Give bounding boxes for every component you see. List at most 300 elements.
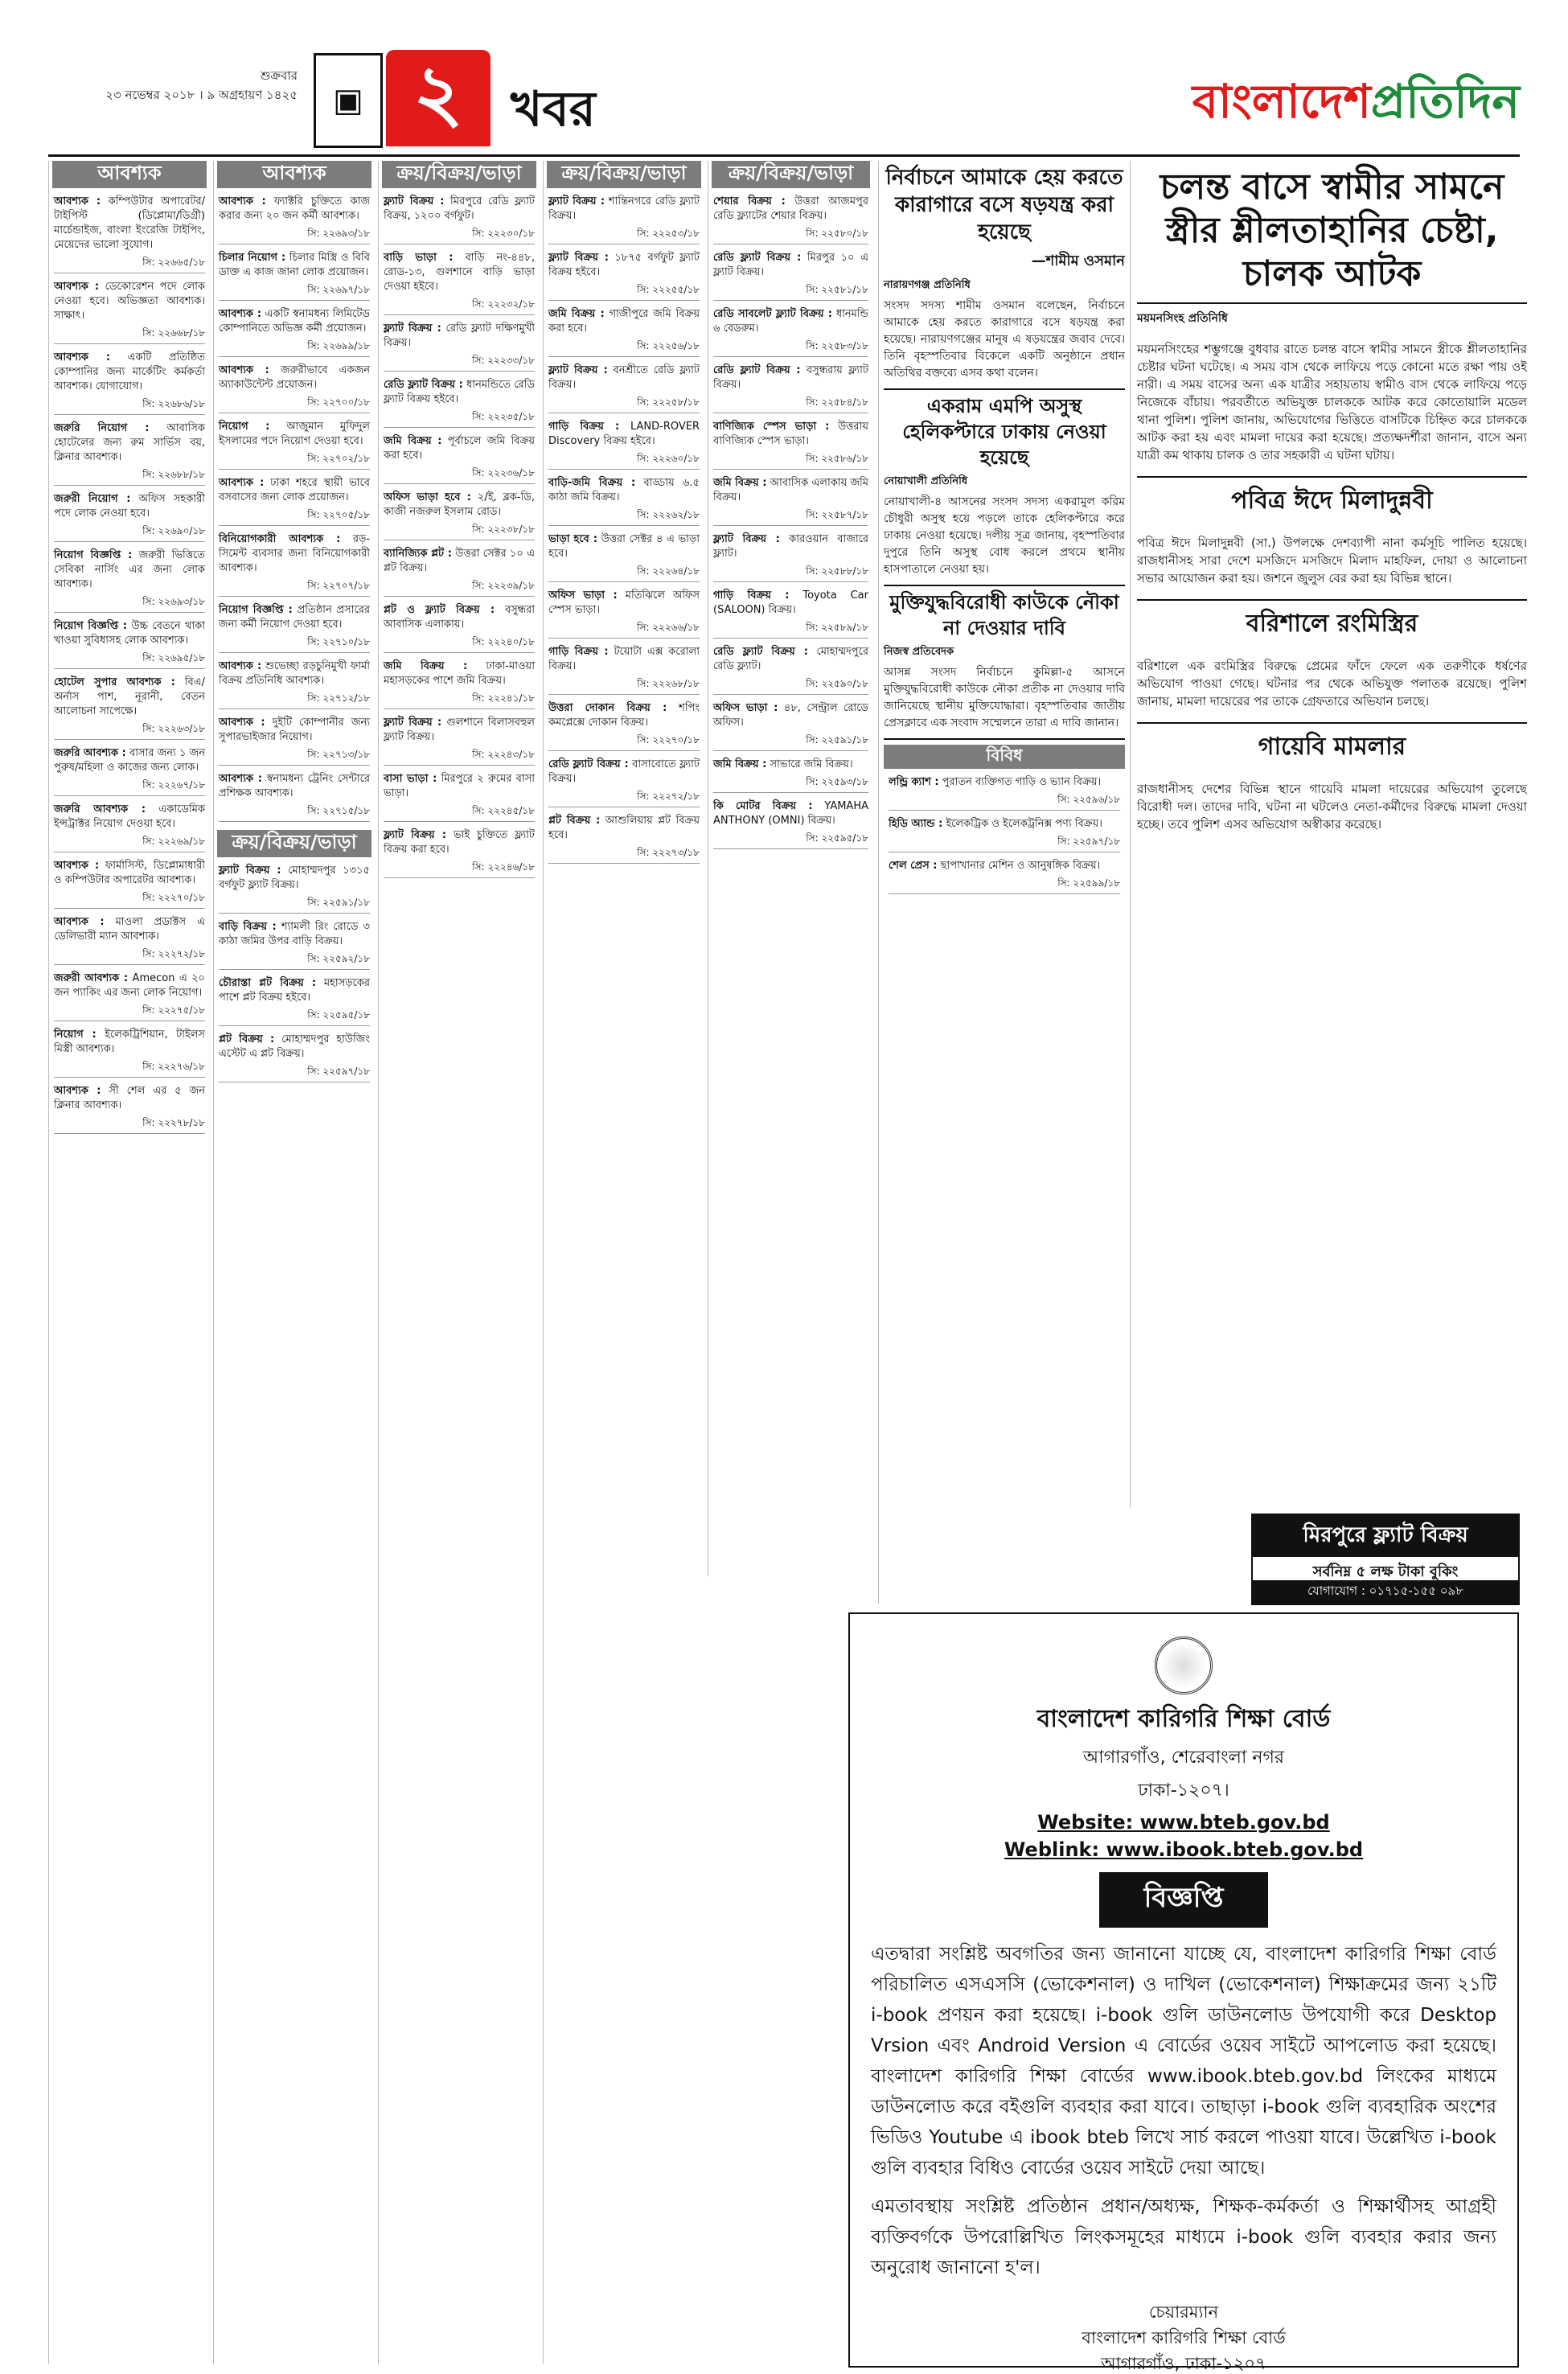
sub-column-header: ক্রয়/বিক্রয়/ভাড়া — [217, 830, 371, 857]
classified-column-4 — [543, 161, 704, 2364]
ad-title: ফ্ল্যাট বিক্রয় : — [548, 364, 608, 376]
news-byline: —শামীম ওসমান — [1031, 253, 1125, 269]
classified-ad — [548, 532, 700, 582]
ad-code: সি: ২২৭০৫/১৮ — [219, 507, 370, 526]
ad-code: সি: ২২৬৯৩/১৮ — [54, 594, 205, 613]
ad-text: উত্তরা সেক্টর ১০ এ প্লট বিক্রয়। — [384, 548, 535, 574]
ad-text: বসুন্ধরায় ফ্ল্যাট বিক্রয়। — [713, 364, 868, 391]
classified-column-3 — [378, 161, 540, 2364]
classified-ad — [54, 351, 205, 415]
misc-list — [884, 775, 1125, 894]
ad-code: সি: ২২৭১২/১৮ — [219, 691, 370, 709]
ad-text: শুভেচ্ছা রড়চুনিমুখী ফার্মা বিক্রয় প্রতিনিধি আবশ্যক। — [219, 660, 370, 687]
classified-ad — [219, 772, 370, 822]
divider — [1137, 599, 1527, 601]
classified-ad — [54, 676, 205, 740]
ad-text: বিএ/অর্নাস পাশ, নূরানী, বেতন আলোচনা সাপেক্ষে। — [54, 676, 205, 717]
ad-text: ফার্মাসিস্ট, ডিপ্লোমাধারী ও কম্পিউটার অপারেটর আবশ্যক। — [54, 860, 205, 886]
ad-code: সি: ২২৭১৫/১৮ — [219, 803, 370, 822]
website-link[interactable]: Website: www.bteb.gov.bd — [1037, 1811, 1330, 1834]
misc-header: বিবিধ — [884, 745, 1125, 769]
ad-title: জমি বিক্রয় : — [713, 758, 767, 770]
classified-ad — [548, 814, 700, 864]
promo-title: মিরপুরে ফ্ল্যাট বিক্রয় — [1253, 1515, 1518, 1557]
flat-sale-ad — [1251, 1514, 1520, 1605]
ad-text: গুলশানে বিলাসবহুল ফ্ল্যাট বিক্রয়। — [384, 717, 535, 743]
ad-text: ধানমন্ডি ৬ বেডরুম। — [713, 308, 868, 335]
ad-text: ধানমন্ডিতে রেডি ফ্ল্যাট বিক্রয় হইবে। — [384, 379, 535, 405]
lead-body: ময়মনসিংহের শম্ভুগঞ্জে বুধবার রাতে চলন্ত বাসে স্বামীর সামনে স্ত্রীকে শ্লীলতাহানির চেষ্টার ঘটনা ঘটেছে। এ সময় বাস থেকে লাফিয়ে পড়ে কোনো মতে রক্ষা পায় ওই নারী। এ সময় বাসের অন্য এক যাত্রীর সহায়তায় স্বামীও বাস থেকে লাফিয়ে পড়ে নিজেকে বাঁচায়। পরবর্তীতে অভিযুক্ত চালককে আটক করে কোতোয়ালি মডেল থানা পুলিশ। পুলিশ জানায়, অভিযোগের ভিত্তিতে বাসটিকে চিহ্নিত করে চালককে আটক করা হয় এবং মামলা দায়ের করা হয়েছে। প্রত্যক্ষদর্শীরা জানান, বাসে অন্য যাত্রী কম থাকায় চালক ও তার সহকারী এ ঘটনা ঘটায়। — [1137, 342, 1527, 462]
ad-text: আশুলিয়ায় প্লট বিক্রয় হবে। — [548, 815, 700, 841]
classified-ad — [384, 434, 535, 484]
ad-code: সি: ২২৫৯৬/১৮ — [889, 792, 1120, 811]
signature-title: চেয়ারম্যান — [1148, 2302, 1219, 2322]
ad-title: নিয়োগ : — [219, 421, 270, 433]
classified-ad — [219, 476, 370, 526]
ad-code: সি: ২২৫৯৯/১৮ — [889, 876, 1120, 894]
classified-ad — [219, 1033, 370, 1082]
classified-ad — [384, 491, 535, 540]
ad-code: সি: ২২২৬২/১৮ — [548, 507, 700, 526]
ad-code: সি: ২২৭০৭/১৮ — [219, 578, 370, 597]
ad-title: আবশ্যক : — [219, 195, 266, 207]
ad-title: রেডি ফ্ল্যাট বিক্রয় : — [713, 646, 808, 658]
ad-code: সি: ২২২৭৮/১৮ — [54, 1115, 205, 1134]
ad-text: ফ্যাক্টরি চুক্তিতে কাজ করার জন্য ২০ জন কর্মী আবশ্যক। — [219, 195, 370, 222]
news-body: রাজধানীসহ দেশের বিভিন্ন স্থানে গায়েবি মামলা দায়েরের অভিযোগ তুলেছে বিরোধী দল। তাদের দাবি, ঘটনা না ঘটলেও নেতা-কর্মীদের বিরুদ্ধে মামলা দেওয়া হচ্ছে। তবে পুলিশ এসব অভিযোগ অস্বীকার করেছে। — [1137, 782, 1527, 832]
ad-code: সি: ২২২৩৮/১৮ — [384, 522, 535, 540]
ad-text: শপিং কমপ্লেক্সে দোকান বিক্রয়। — [548, 702, 700, 729]
classified-ad — [54, 280, 205, 344]
ad-code: সি: ২২২৫৩/১৮ — [548, 226, 700, 244]
ad-code: সি: ২২৬৯৫/১৮ — [54, 651, 205, 669]
ad-code: সি: ২২৬৯৭/১৮ — [219, 282, 370, 301]
ad-text: মোহাম্মদপুর হাউজিং এস্টেট এ প্লট বিক্রয়। — [219, 1033, 370, 1060]
ad-code: সি: ২২২৭৬/১৮ — [54, 1059, 205, 1078]
news-headline: একরাম এমপি অসুস্থ হেলিকপ্টারে ঢাকায় নেওয়া হয়েছে — [902, 395, 1106, 469]
ad-code: সি: ২২৬৯৩/১৮ — [219, 226, 370, 244]
classified-ad — [713, 645, 868, 695]
ad-title: নিয়োগ বিজ্ঞপ্তি : — [54, 549, 133, 561]
ad-title: রেডি ফ্ল্যাট বিক্রয় : — [384, 379, 463, 391]
ad-text: দুইটি কোম্পানীর জন্য সুপারভাইজার নিয়োগ। — [219, 717, 370, 743]
ad-code: সি: ২২২৬৩/১৮ — [54, 721, 205, 740]
ad-text: জরুরীভাবে একজন অ্যাকাউন্টেন্ট প্রয়োজন। — [219, 364, 371, 391]
ad-code: সি: ২২৬৯০/১৮ — [54, 524, 205, 542]
notice-website — [866, 1811, 1501, 1834]
news-item-2 — [884, 393, 1125, 578]
ad-text: ডেকোরেশন পদে লোক নেওয়া হবে। অভিজ্ঞতা আবশ্যক। সাক্ষাৎ। — [54, 281, 205, 322]
ad-code: সি: ২২৫৮৬/১৮ — [713, 451, 868, 470]
news-byline: নিজস্ব প্রতিবেদক — [884, 646, 954, 658]
ad-code: সি: ২২৭০২/১৮ — [219, 451, 370, 470]
ad-code: সি: ২২৫৯৫/১৮ — [219, 1008, 370, 1026]
news-headline: বরিশালে রংমিস্ত্রির — [1246, 610, 1418, 638]
classified-ad — [713, 589, 868, 639]
ad-text: উত্তরা আজমপুর রেডি ফ্ল্যাটের শেয়ার বিক্রয়। — [713, 195, 869, 222]
ad-text: অফিস সহকারী পদে লোক নেওয়া হবে। — [54, 493, 205, 520]
ad-text: কম্পিউটার অপারেটর/ টাইপিস্ট (ডিপ্লোমা/ডিগ্রী) মার্চেন্ডাইজ, বাংলা ইংরেজি টাইপিং, মেয়েদের ভালো সুযোগ। — [54, 195, 205, 251]
news-body: সংসদ সদস্য শামীম ওসমান বলেছেন, নির্বাচনে আমাকে হেয় করতে কারাগারে বসে ষড়যন্ত্র করা হয়েছে। নারায়ণগঞ্জের মানুষ এ ষড়যন্ত্রের জবাব দেবে। তিনি বৃহস্পতিবার বিকেলে একটি অনুষ্ঠানে প্রধান অতিথির বক্তব্যে এসব কথা বলেন। — [884, 299, 1125, 380]
notice-address-1: আগারগাঁও, শেরেবাংলা নগর — [1083, 1748, 1284, 1768]
ad-code: সি: ২২৫৯০/১৮ — [713, 676, 868, 695]
classified-ad — [54, 548, 205, 613]
ad-title: বিনিয়োগকারী আবশ্যক : — [219, 533, 341, 545]
page-number: ২ — [386, 50, 491, 146]
classified-ad — [384, 603, 535, 653]
notice-inner — [866, 1630, 1501, 2373]
ad-code: সি: ২২৫৮১/১৮ — [713, 282, 868, 301]
signature-org: বাংলাদেশ কারিগরি শিক্ষা বোর্ড — [1082, 2328, 1286, 2347]
ad-code: সি: ২২৫৮৪/১৮ — [713, 395, 868, 413]
ad-title: বাড়ি-জমি বিক্রয় : — [548, 477, 636, 489]
ad-list — [214, 864, 375, 1082]
ad-code: সি: ২২৫৯১/১৮ — [219, 895, 370, 914]
ad-code: সি: ২২৫৯৭/১৮ — [889, 834, 1120, 852]
classified-column-1 — [48, 161, 210, 2364]
classified-ad — [54, 971, 205, 1021]
ad-title: অফিস ভাড়া হবে : — [384, 491, 471, 503]
ad-code: সি: ২২৭১৩/১৮ — [219, 747, 370, 766]
ad-text: স্বনামধন্য ট্রেনিং সেন্টারে প্রশিক্ষক আবশ্যক। — [219, 773, 370, 799]
ad-title: আবশ্যক : — [54, 195, 101, 207]
classified-ad — [219, 363, 370, 413]
ad-title: রেডি ফ্ল্যাট বিক্রয় : — [713, 364, 801, 376]
classified-ad — [713, 363, 868, 413]
ad-title: ভাড়া হবে : — [548, 533, 597, 545]
ad-title: বাড়ি বিক্রয় : — [219, 921, 277, 933]
ad-code: সি: ২২২৪৬/১৮ — [384, 860, 535, 878]
classified-ad — [54, 803, 205, 852]
ad-code: সি: ২২২৭০/১৮ — [54, 890, 205, 909]
ad-text: মাওলা প্রডাক্টস এ ডেলিভারী ম্যান আবশ্যক। — [54, 916, 205, 943]
ad-title: বাণিজ্যিক স্পেস ভাড়া : — [713, 421, 830, 433]
weblink-link[interactable]: Weblink: www.ibook.bteb.gov.bd — [1004, 1838, 1364, 1861]
ad-text: আবাসিক হোটেলের জন্য রুম সার্ভিস বয়, ক্লিনার আবশ্যক। — [54, 422, 205, 463]
ad-title: আবশ্যক : — [54, 860, 100, 872]
ad-title: প্লট বিক্রয় : — [548, 815, 601, 827]
divider — [1137, 722, 1527, 724]
promo-subtitle: সর্বনিম্ন ৫ লক্ষ টাকা বুকিং — [1312, 1563, 1459, 1580]
classified-ad — [548, 251, 700, 301]
ad-title: আবশ্যক : — [54, 916, 105, 928]
ad-text: শান্তিনগরে রেডি ফ্ল্যাট বিক্রয়। — [548, 195, 700, 222]
ad-title: জরুরী নিয়োগ : — [54, 493, 131, 505]
news-headline: পবিত্র ঈদে মিলাদুন্নবী — [1231, 487, 1433, 515]
ad-title: জমি বিক্রয় : — [713, 477, 767, 489]
ad-title: গাড়ি বিক্রয় : — [713, 589, 790, 602]
column-header: ক্রয়/বিক্রয়/ভাড়া — [547, 161, 701, 188]
ad-title: ব্যানিজ্যিক প্লট : — [384, 548, 452, 560]
classified-ad — [384, 547, 535, 597]
ad-text: মিরপুরে রেডি ফ্ল্যাট বিক্রয়, ১২০০ বর্গফুট। — [384, 195, 535, 222]
ad-code: সি: ২২২৬৪/১৮ — [548, 564, 700, 582]
ad-code: সি: ২২৭১০/১৮ — [219, 635, 370, 653]
column-header: ক্রয়/বিক্রয়/ভাড়া — [382, 161, 536, 188]
classified-ad — [384, 378, 535, 428]
ad-code: সি: ২২৬৮৮/১৮ — [54, 467, 205, 486]
lead-byline: ময়মনসিংহ প্রতিনিধি — [1137, 312, 1228, 325]
ad-text: ঢাকা শহরে স্থায়ী ভাবে বসবাসের জন্য লোক প্রয়োজন। — [219, 477, 370, 503]
ad-title: আবশ্যক : — [219, 364, 269, 376]
ad-text: উত্তরায় বাণিজ্যিক স্পেস ভাড়া। — [713, 421, 869, 447]
classified-ad — [384, 322, 535, 372]
section-title: খবর — [511, 81, 596, 138]
ad-code: সি: ২২৫৯২/১৮ — [219, 951, 370, 970]
ad-text: টয়োটা এক্স করোলা বিক্রয়। — [548, 646, 700, 672]
notice-weblink — [866, 1838, 1501, 1861]
ad-code: সি: ২২২৩৫/১৮ — [384, 409, 535, 428]
logo — [1192, 66, 1520, 144]
classified-column-5 — [708, 161, 873, 1576]
ad-text: একটি প্রতিষ্ঠিত কোম্পানির জন্য মার্কেটিং কর্মকর্তা আবশ্যক। যোগাযোগ। — [54, 351, 205, 392]
ad-code: সি: ২২২৭০/১৮ — [548, 733, 700, 751]
ad-title: আবশ্যক : — [219, 660, 262, 672]
date-line — [48, 66, 298, 105]
news-body: আসন্ন সংসদ নির্বাচনে কুমিল্লা-৫ আসনে মুক্তিযুদ্ধবিরোধী কাউকে নৌকা প্রতীক না দেওয়ার দাবি জানিয়েছে স্থানীয় মুক্তিযোদ্ধারা। বৃহস্পতিবার জাতীয় প্রেসক্লাবে এক সংবাদ সম্মেলনে তারা এ দাবি জানান। — [884, 666, 1125, 729]
ad-text: LAND-ROVER Discovery বিক্রয় হইবে। — [548, 421, 700, 447]
ad-code: সি: ২২২৩২/১৮ — [384, 297, 535, 315]
ad-title: আবশ্যক : — [54, 1085, 101, 1097]
classified-ad — [384, 828, 535, 878]
classified-ad — [219, 920, 370, 970]
ad-title: জরুরি নিয়োগ : — [54, 422, 150, 434]
ad-title: লন্ড্রি ক্যাশ : — [889, 776, 939, 788]
ad-code: সি: ২২২৭৫/১৮ — [54, 1003, 205, 1021]
date-text: ২৩ নভেম্বর ২০১৮ । ৯ অগ্রহায়ণ ১৪২৫ — [105, 88, 298, 102]
ad-title: জরুরি আবশ্যক : — [54, 803, 146, 815]
ad-text: রড়-সিমেন্ট ব্যবসার জন্য বিনিয়োগকারী আবশ্যক। — [219, 533, 370, 574]
ad-code: সি: ২২২৩৯/১৮ — [384, 578, 535, 597]
ad-title: বাসা ভাড়া : — [384, 773, 437, 785]
classified-ad — [548, 307, 700, 357]
classified-ad — [713, 799, 868, 849]
news-byline: নোয়াখালী প্রতিনিধি — [884, 475, 968, 487]
ad-text: আজুমান মুফিদুল ইসলামের পদে নিয়োগ দেওয়া হবে। — [219, 421, 370, 447]
ad-code: সি: ২২২৩৩/১৮ — [384, 353, 535, 372]
ad-title: জমি বিক্রয় : — [548, 308, 605, 320]
ad-title: ফ্ল্যাট বিক্রয় : — [384, 717, 442, 729]
ad-code: সি: ২২২৭৩/১৮ — [548, 845, 700, 864]
ad-title: নিয়োগ বিজ্ঞপ্তি : — [54, 620, 128, 632]
classified-ad — [548, 701, 700, 751]
classified-ad — [713, 476, 868, 526]
ad-text: রেডি ফ্ল্যাট দক্ষিণমুখী বিক্রয়। — [384, 322, 535, 349]
classified-ad — [219, 716, 370, 766]
classified-ad — [548, 645, 700, 695]
ad-list — [544, 195, 704, 864]
ad-list — [49, 195, 210, 1134]
classified-ad — [713, 195, 868, 244]
right-news-column — [1130, 161, 1527, 1508]
ad-code: সি: ২২২৪১/১৮ — [384, 691, 535, 709]
notice-org: বাংলাদেশ কারিগরি শিক্ষা বোর্ড — [1036, 1705, 1331, 1733]
ad-title: ফ্ল্যাট বিক্রয় : — [713, 533, 780, 545]
ad-title: শেল প্রেস : — [889, 860, 938, 872]
ad-title: ফ্ল্যাট বিক্রয় : — [548, 195, 605, 207]
classified-ad — [384, 251, 535, 315]
ad-text: Toyota Car (SALOON) বিক্রয়। — [713, 589, 868, 616]
ad-title: ফ্ল্যাট বিক্রয় : — [219, 865, 281, 877]
ad-code: সি: ২২২৬৬/১৮ — [548, 620, 700, 639]
ad-text: ৪৮, সেন্ট্রাল রোডে অফিস। — [713, 702, 868, 729]
ad-text: মতিঝিলে অফিস স্পেস ভাড়া। — [548, 589, 700, 616]
ad-code: সি: ২২৫৯৫/১৮ — [713, 831, 868, 849]
ad-code: সি: ২২৫৯১/১৮ — [713, 733, 868, 751]
page-label-box — [314, 53, 383, 148]
ad-title: জমি বিক্রয় : — [384, 660, 468, 672]
ad-title: অফিস ভাড়া : — [713, 702, 778, 714]
ad-title: ফ্ল্যাট বিক্রয় : — [548, 252, 610, 264]
ad-code: সি: ২২২৫৮/১৮ — [548, 395, 700, 413]
notice-body-2: এমতাবস্থায় সংশ্লিষ্ট প্রতিষ্ঠান প্রধান/অধ্যক্ষ, শিক্ষক-কর্মকর্তা ও শিক্ষার্থীসহ আগ্রহী ব্যক্তিবর্গকে উপরোল্লিখিত লিংকসমূহের মাধ্যমে i-book গুলি ব্যবহার করার জন্য অনুরোধ জানানো হ'ল। — [871, 2196, 1496, 2278]
classified-ad — [548, 363, 700, 413]
ad-text: মিরপুরে ২ রুমের বাসা ভাড়া। — [384, 773, 535, 799]
classified-ad — [54, 619, 205, 669]
ad-code: সি: ২২৫৮০/১৮ — [713, 226, 868, 244]
ad-title: গাড়ি বিক্রয় : — [548, 646, 609, 658]
ad-title: নিয়োগ বিজ্ঞপ্তি : — [219, 604, 293, 616]
notice-address-2: ঢাকা-১২০৭। — [1138, 1780, 1229, 1801]
ad-text: বাড়ি নং-৪৪৮, রোড-১৩, গুলশানে বাড়ি ভাড়া দেওয়া হইবে। — [384, 252, 535, 293]
ad-text: Amecon এ ২০ জন প্যাকিং এর জন্য লোক নিয়োগ। — [54, 972, 205, 999]
signature-address: আগারগাঁও, ঢাকা-১২০৭ — [1101, 2354, 1266, 2373]
logo-part-2: প্রতিদিন — [1370, 74, 1520, 129]
classified-ad — [713, 307, 868, 357]
ad-text: গাজীপুরে জমি বিক্রয় করা হবে। — [548, 308, 700, 335]
ad-code: সি: ২২৬৬৫/১৮ — [54, 255, 205, 273]
classified-ad — [713, 532, 868, 582]
classified-ad — [889, 775, 1120, 811]
news-headline: গায়েবি মামলার — [1258, 733, 1406, 761]
page-symbol-icon: ▣ — [333, 82, 363, 119]
lead-headline: চলন্ত বাসে স্বামীর সামনে স্ত্রীর শ্লীলতাহানির চেষ্টা, চালক আটক — [1137, 161, 1527, 304]
notice-signature — [866, 2299, 1501, 2374]
news-item-1 — [884, 164, 1125, 382]
ad-title: রেডি ফ্ল্যাট বিক্রয় : — [713, 252, 802, 264]
classified-ad — [384, 772, 535, 822]
classified-column-2 — [213, 161, 375, 2364]
classified-ad — [548, 195, 700, 244]
classified-ad — [713, 758, 868, 793]
ad-title: জরুরি আবশ্যক : — [54, 747, 126, 759]
ad-code: সি: ২২৫৯৩/১৮ — [713, 774, 868, 793]
ad-title: আবশ্যক : — [219, 477, 265, 489]
ad-text: ২/ই, ব্লক-ডি, কাজী নজরুল ইসলাম রোড। — [384, 491, 535, 518]
classified-ad — [889, 859, 1120, 894]
ad-text: সাভারে জমি বিক্রয়। — [770, 758, 853, 770]
government-notice — [848, 1612, 1519, 2373]
ad-code: সি: ২২২৬০/১৮ — [548, 451, 700, 470]
ad-title: চিলার নিয়োগ : — [219, 252, 286, 264]
ad-title: জরুরী আবশ্যক : — [54, 972, 129, 984]
ad-title: ফ্ল্যাট বিক্রয় : — [384, 829, 447, 841]
divider — [884, 585, 1125, 586]
ad-text: বাসার জন্য ১ জন পুরুষ/মহিলা ও কাজের জন্য লোক। — [54, 747, 205, 774]
classified-ad — [889, 817, 1120, 852]
ad-title: উত্তরা দোকান বিক্রয় : — [548, 702, 667, 714]
ad-title: আবশ্যক : — [219, 717, 265, 729]
column-header: আবশ্যক — [52, 161, 207, 188]
ad-text: আবাসিক এলাকায় জমি বিক্রয়। — [713, 477, 868, 503]
ad-text: ছাপাখানার মেশিন ও আনুষঙ্গিক বিক্রয়। — [940, 860, 1101, 872]
ad-list — [708, 195, 873, 849]
ad-title: হিডি অ্যান্ড : — [889, 818, 943, 830]
ad-text: বাড্ডায় ৬.৫ কাঠা জমি বিক্রয়। — [548, 477, 700, 503]
ad-code: সি: ২২৭০০/১৮ — [219, 395, 370, 413]
ad-code: সি: ২২৬৬৮/১৮ — [54, 326, 205, 344]
news-headline: মুক্তিযুদ্ধবিরোধী কাউকে নৌকা না দেওয়ার দাবি — [889, 591, 1119, 639]
ad-title: প্লট ও ফ্ল্যাট বিক্রয় : — [384, 604, 495, 616]
classified-ad — [219, 532, 370, 597]
ad-code: সি: ২২২৪০/১৮ — [384, 635, 535, 653]
ad-code: সি: ২২৫৮৯/১৮ — [713, 620, 868, 639]
ad-code: সি: ২২২৭২/১৮ — [54, 947, 205, 965]
masthead — [48, 47, 1520, 157]
ad-text: ইলেকট্রিশিয়ান, টাইলস মিস্ত্রী আবশ্যক। — [54, 1029, 205, 1055]
ad-text: মহাসড়কের পাশে প্লট বিক্রয় হইবে। — [219, 977, 370, 1004]
ad-title: নিয়োগ : — [54, 1029, 96, 1041]
classified-ad — [219, 659, 370, 709]
ad-text: মিরপুর ১০ এ ফ্ল্যাট বিক্রয়। — [713, 252, 869, 278]
classified-ad — [548, 758, 700, 807]
ad-list — [214, 195, 375, 822]
divider — [884, 738, 1125, 740]
ad-text: ১৮৭৫ বর্গফুট ফ্ল্যাট বিক্রয় হইবে। — [548, 252, 700, 278]
classified-ad — [54, 492, 205, 542]
classified-ad — [219, 603, 370, 653]
ad-title: হোটেল সুপার আবশ্যক : — [54, 676, 175, 688]
classified-ad — [713, 701, 868, 751]
ad-text: একাডেমিক ইন্সট্রাক্টর নিয়োগ দেওয়া হবে। — [54, 803, 205, 830]
ad-code: সি: ২২২৩০/১৮ — [384, 226, 535, 244]
divider — [1137, 476, 1527, 478]
board-crest-icon — [1155, 1637, 1213, 1694]
classified-ad — [219, 251, 370, 301]
ad-text: পুরাতন ব্যক্তিগত গাড়ি ও ভ্যান বিক্রয়। — [942, 776, 1102, 788]
news-body: নোয়াখালী-৪ আসনের সংসদ সদস্য একরামুল করিম চৌধুরী অসুস্থ হয়ে পড়লে তাকে হেলিকপ্টারে করে ঢাকায় নেওয়া হয়েছে। দলীয় সূত্র জানায়, বৃহস্পতিবার দুপুরে তিনি অসুস্থ বোধ করলে প্রথমে স্থানীয় হাসপাতালে নেওয়া হয়। — [884, 495, 1125, 576]
ad-title: গাড়ি বিক্রয় : — [548, 421, 620, 433]
ad-code: সি: ২২৫৮৭/১৮ — [713, 507, 868, 526]
ad-text: সী শেল এর ৫ জন ক্লিনার আবশ্যক। — [54, 1085, 205, 1111]
ad-code: সি: ২২২৭২/১৮ — [548, 789, 700, 807]
column-header: আবশ্যক — [217, 161, 371, 188]
ad-text: প্রতিষ্ঠান প্রসারের জন্য কর্মী নিয়োগ দেওয়া হবে। — [219, 604, 370, 630]
ad-title: রেডি সাবলেট ফ্ল্যাট বিক্রয় : — [713, 308, 832, 320]
ad-text: শ্যামলী রিং রোডে ৩ কাঠা জমির উপর বাড়ি বিক্রয়। — [219, 921, 370, 947]
ad-title: আবশ্যক : — [54, 281, 100, 293]
classified-ad — [548, 589, 700, 639]
ad-code: সি: ২২২৫৫/১৮ — [548, 282, 700, 301]
ad-text: চিলার মিস্ত্রি ও বিবি ডাক্ত এ কাজ জানা লোক প্রয়োজন। — [219, 252, 370, 278]
classified-ad — [219, 307, 370, 357]
logo-part-1: বাংলাদেশ — [1192, 74, 1371, 129]
divider — [884, 388, 1125, 390]
ad-title: ফ্ল্যাট বিক্রয় : — [384, 322, 441, 335]
classified-ad — [713, 251, 868, 301]
weekday: শুক্রবার — [260, 68, 298, 83]
classified-ad — [548, 476, 700, 526]
ad-code: সি: ২২৫৮৮/১৮ — [713, 564, 868, 582]
ad-title: জমি বিক্রয় : — [384, 435, 442, 447]
ad-text: একটি স্বনামধন্য লিমিটেড কোম্পানিতে অভিজ্ঞ কর্মী প্রয়োজন। — [219, 308, 371, 335]
ad-code: সি: ২২২৬৯/১৮ — [54, 834, 205, 852]
ad-title: চৌরাস্তা প্লট বিক্রয় : — [219, 977, 317, 989]
ad-code: সি: ২২৫৯৭/১৮ — [219, 1064, 370, 1082]
ad-text: বাসাবোতে ফ্ল্যাট বিক্রয়। — [548, 758, 700, 785]
ad-code: সি: ২২৫৮৩/১৮ — [713, 339, 868, 357]
classified-ad — [54, 1084, 205, 1134]
